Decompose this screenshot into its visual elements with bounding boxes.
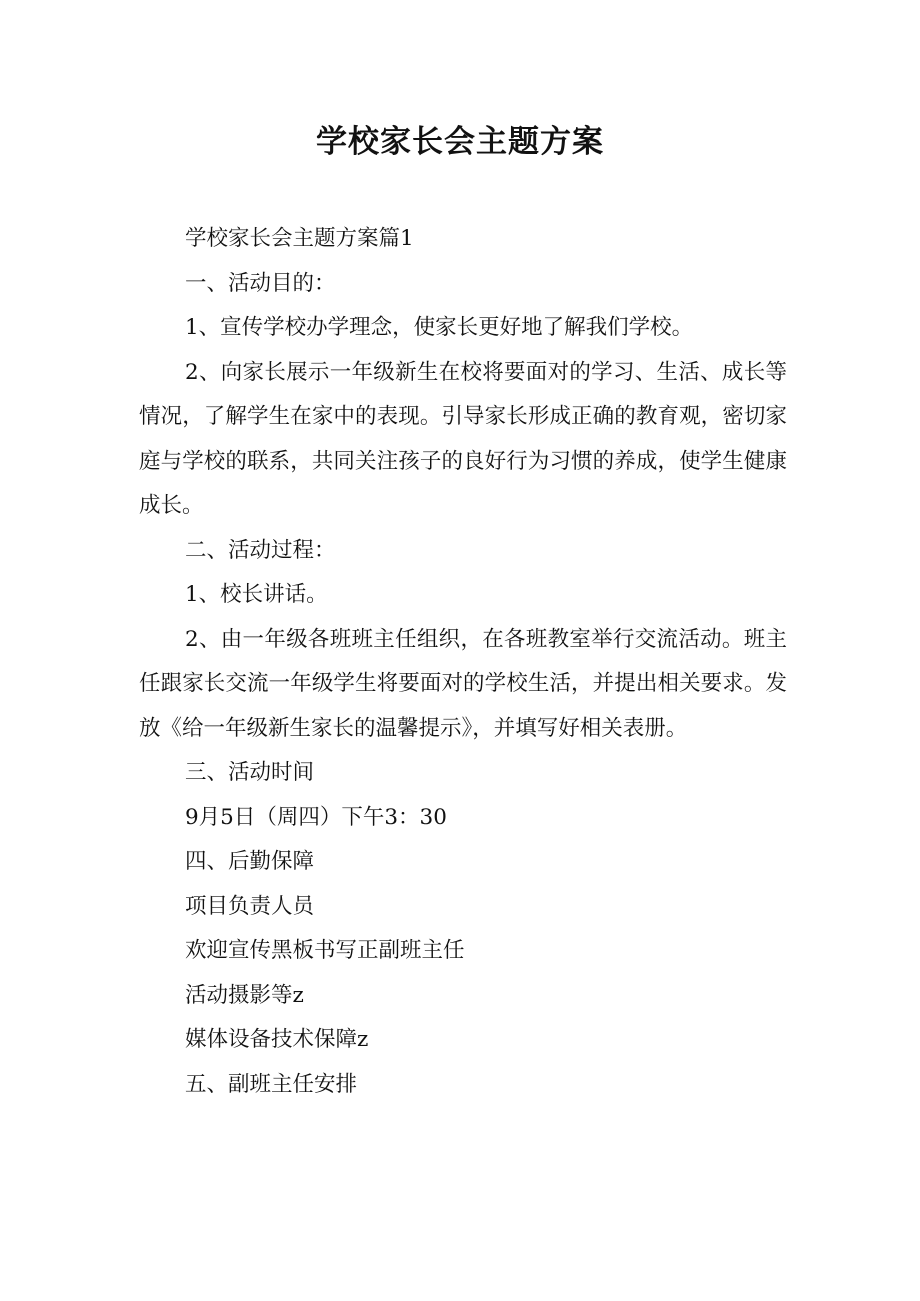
paragraph: 欢迎宣传黑板书写正副班主任 — [185, 938, 465, 963]
paragraph: 2、向家长展示一年级新生在校将要面对的学习、生活、成长等情况，了解学生在家中的表现。引导家长形成正确的教育观，密切家庭与学校的联系，共同关注孩子的良好行为习惯的养成，使学生健康成长。 — [139, 359, 787, 518]
paragraph: 三、活动时间 — [185, 760, 315, 785]
document-body — [139, 217, 787, 1107]
paragraph: 五、副班主任安排 — [185, 1071, 358, 1097]
paragraph: 一、活动目的： — [185, 270, 336, 296]
paragraph: 1、宣传学校办学理念，使家长更好地了解我们学校。 — [185, 315, 694, 340]
paragraph: 2、由一年级各班班主任组织，在各班教室举行交流活动。班主任跟家长交流一年级学生将要面对的学校生活，并提出相关要求。发放《给一年级新生家长的温馨提示》，并填写好相关表册。 — [139, 626, 787, 741]
paragraph: 四、后勤保障 — [185, 849, 315, 874]
section-heading: 学校家长会主题方案篇1 — [185, 226, 414, 251]
document-title: 学校家长会主题方案 — [316, 124, 604, 160]
paragraph: 二、活动过程： — [185, 537, 336, 563]
paragraph: 活动摄影等z — [185, 982, 304, 1008]
paragraph: 项目负责人员 — [185, 893, 315, 919]
paragraph: 9月5日（周四）下午3：30 — [185, 804, 447, 830]
paragraph: 媒体设备技术保障z — [185, 1027, 369, 1052]
paragraph: 1、校长讲话。 — [185, 582, 328, 607]
